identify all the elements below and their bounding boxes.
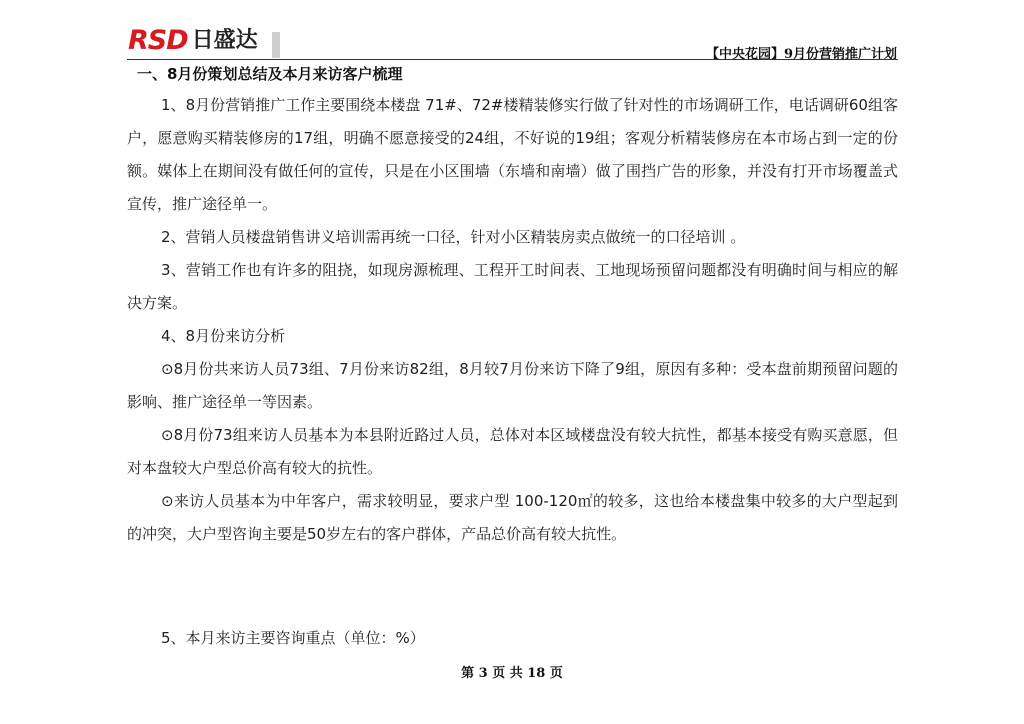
bullet-paragraph-3: ⊙来访人员基本为中年客户，需求较明显，要求户型 100-120㎡的较多，这也给本楼盘集中较多的大户型起到的冲突，大户型咨询主要是50岁左右的客户群体，产品总价高有较大抗性。: [127, 492, 898, 543]
bullet-paragraph-1: ⊙8月份共来访人员73组、7月份来访82组，8月较7月份来访下降了9组，原因有多种：受本盘前期预留问题的影响、推广途径单一等因素。: [127, 360, 898, 411]
logo-divider-bar: [272, 32, 280, 58]
logo-latin-text: RSD: [128, 25, 188, 56]
paragraph-3: 3、营销工作也有许多的阻挠，如现房源梳理、工程开工时间表、工地现场预留问题都没有明确时间与相应的解决方案。: [127, 261, 898, 312]
page-content: [127, 64, 898, 647]
company-logo: [128, 27, 258, 55]
bullet-paragraph-2: ⊙8月份73组来访人员基本为本县附近路过人员，总体对本区域楼盘没有较大抗性，都基本接受有购买意愿，但对本盘较大户型总价高有较大的抗性。: [127, 426, 898, 477]
header-rule: [127, 59, 898, 60]
section-heading: 一、8月份策划总结及本月来访客户梳理: [137, 65, 403, 83]
paragraph-4: 4、8月份来访分析: [161, 327, 286, 345]
document-title: 【中央花园】9月份营销推广计划: [705, 47, 897, 62]
logo-chinese-text: 日盛达: [191, 28, 258, 53]
paragraph-2: 2、营销人员楼盘销售讲义培训需再统一口径，针对小区精装房卖点做统一的口径培训 。: [161, 228, 746, 246]
page-header: [0, 0, 1024, 62]
paragraph-5: 5、本月来访主要咨询重点（单位：%）: [161, 629, 425, 647]
page-number-footer: 第 3 页 共 18 页: [461, 666, 563, 681]
paragraph-1: 1、8月份营销推广工作主要围绕本楼盘 71#、72#楼精装修实行做了针对性的市场调研工作，电话调研60组客户，愿意购买精装修房的17组，明确不愿意接受的24组，不好说的19组；客观分析精装修房在本市场占到一定的份额。媒体上在期间没有做任何的宣传，只是在小区围墙（东墙和南墙）做了围挡广告的形象，并没有打开市场覆盖式宣传，推广途径单一。: [127, 96, 898, 213]
